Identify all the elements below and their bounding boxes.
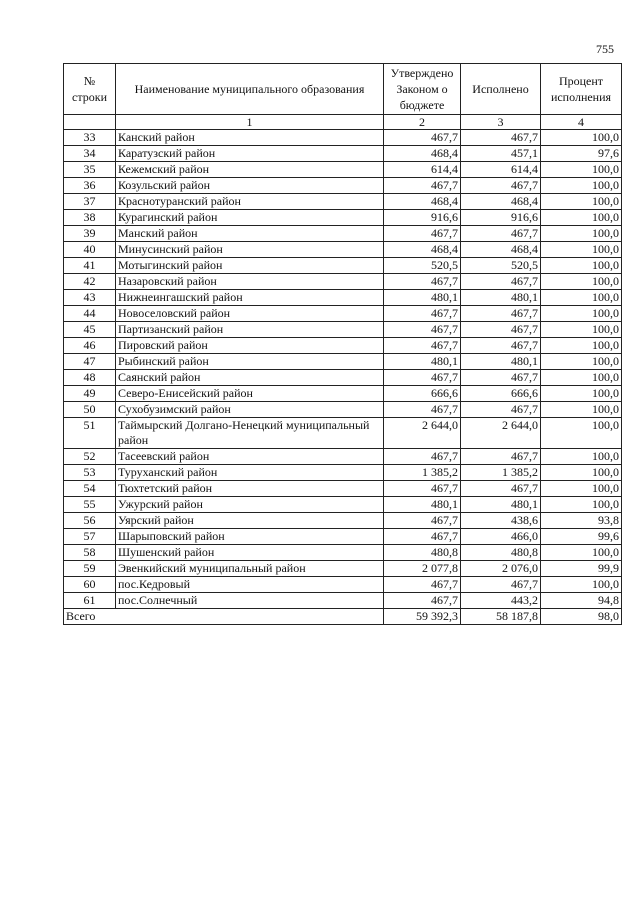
municipality-name: Уярский район (116, 513, 384, 529)
approved-amount: 467,7 (384, 449, 461, 465)
municipality-name: Шарыповский район (116, 529, 384, 545)
approved-amount: 467,7 (384, 577, 461, 593)
municipality-name: Тасеевский район (116, 449, 384, 465)
executed-amount: 468,4 (461, 194, 541, 210)
table-row (64, 146, 622, 162)
column-number-4: 4 (541, 115, 622, 130)
execution-percent: 100,0 (541, 178, 622, 194)
execution-percent: 100,0 (541, 354, 622, 370)
approved-amount: 2 644,0 (384, 418, 461, 449)
table-row (64, 258, 622, 274)
executed-amount: 467,7 (461, 306, 541, 322)
row-number: 39 (64, 226, 116, 242)
execution-percent: 100,0 (541, 162, 622, 178)
table-row (64, 497, 622, 513)
municipality-name: Минусинский район (116, 242, 384, 258)
execution-percent: 100,0 (541, 481, 622, 497)
column-number-3: 3 (461, 115, 541, 130)
approved-amount: 467,7 (384, 322, 461, 338)
execution-percent: 100,0 (541, 338, 622, 354)
row-number: 38 (64, 210, 116, 226)
approved-amount: 1 385,2 (384, 465, 461, 481)
execution-percent: 100,0 (541, 322, 622, 338)
row-number: 54 (64, 481, 116, 497)
approved-amount: 666,6 (384, 386, 461, 402)
execution-percent: 100,0 (541, 418, 622, 449)
row-number: 46 (64, 338, 116, 354)
executed-amount: 467,7 (461, 577, 541, 593)
municipality-name: Нижнеингашский район (116, 290, 384, 306)
execution-percent: 100,0 (541, 290, 622, 306)
approved-amount: 467,7 (384, 370, 461, 386)
executed-amount: 2 644,0 (461, 418, 541, 449)
execution-percent: 100,0 (541, 497, 622, 513)
execution-percent: 100,0 (541, 577, 622, 593)
row-number: 34 (64, 146, 116, 162)
row-number: 56 (64, 513, 116, 529)
executed-amount: 468,4 (461, 242, 541, 258)
row-number: 42 (64, 274, 116, 290)
execution-percent: 100,0 (541, 258, 622, 274)
executed-amount: 480,1 (461, 354, 541, 370)
table-row (64, 449, 622, 465)
row-number: 40 (64, 242, 116, 258)
page-number: 755 (596, 42, 614, 56)
row-number: 33 (64, 130, 116, 146)
table-row (64, 210, 622, 226)
municipality-name: Рыбинский район (116, 354, 384, 370)
row-number: 41 (64, 258, 116, 274)
executed-amount: 466,0 (461, 529, 541, 545)
municipality-name: Тюхтетский район (116, 481, 384, 497)
execution-percent: 100,0 (541, 449, 622, 465)
municipality-name: Эвенкийский муниципальный район (116, 561, 384, 577)
municipality-name: Саянский район (116, 370, 384, 386)
municipality-name: Северо-Енисейский район (116, 386, 384, 402)
header-row-number: № строки (64, 64, 116, 115)
execution-percent: 100,0 (541, 306, 622, 322)
execution-percent: 93,8 (541, 513, 622, 529)
execution-percent: 100,0 (541, 130, 622, 146)
municipality-name: Ужурский район (116, 497, 384, 513)
table-row (64, 242, 622, 258)
table-row (64, 386, 622, 402)
row-number: 61 (64, 593, 116, 609)
executed-amount: 467,7 (461, 370, 541, 386)
municipality-name: Курагинский район (116, 210, 384, 226)
approved-amount: 467,7 (384, 481, 461, 497)
executed-amount: 443,2 (461, 593, 541, 609)
executed-amount: 480,1 (461, 290, 541, 306)
total-approved: 59 392,3 (384, 609, 461, 625)
municipality-name: Шушенский район (116, 545, 384, 561)
approved-amount: 520,5 (384, 258, 461, 274)
executed-amount: 1 385,2 (461, 465, 541, 481)
row-number: 45 (64, 322, 116, 338)
execution-percent: 100,0 (541, 226, 622, 242)
approved-amount: 467,7 (384, 593, 461, 609)
execution-percent: 100,0 (541, 210, 622, 226)
table-row (64, 577, 622, 593)
table-row (64, 354, 622, 370)
row-number: 43 (64, 290, 116, 306)
table-row (64, 402, 622, 418)
executed-amount: 467,7 (461, 178, 541, 194)
table-row (64, 178, 622, 194)
execution-percent: 100,0 (541, 370, 622, 386)
table-row (64, 338, 622, 354)
execution-percent: 100,0 (541, 402, 622, 418)
executed-amount: 467,7 (461, 322, 541, 338)
approved-amount: 614,4 (384, 162, 461, 178)
approved-amount: 467,7 (384, 306, 461, 322)
row-number: 52 (64, 449, 116, 465)
execution-percent: 100,0 (541, 274, 622, 290)
municipality-name: Партизанский район (116, 322, 384, 338)
table-row (64, 370, 622, 386)
table-row (64, 162, 622, 178)
approved-amount: 916,6 (384, 210, 461, 226)
total-executed: 58 187,8 (461, 609, 541, 625)
executed-amount: 457,1 (461, 146, 541, 162)
table-row (64, 561, 622, 577)
municipality-name: Краснотуранский район (116, 194, 384, 210)
approved-amount: 480,1 (384, 290, 461, 306)
executed-amount: 438,6 (461, 513, 541, 529)
table-row (64, 481, 622, 497)
approved-amount: 467,7 (384, 130, 461, 146)
municipality-name: пос.Солнечный (116, 593, 384, 609)
execution-percent: 94,8 (541, 593, 622, 609)
row-number: 60 (64, 577, 116, 593)
approved-amount: 467,7 (384, 226, 461, 242)
executed-amount: 467,7 (461, 130, 541, 146)
table-row (64, 306, 622, 322)
approved-amount: 468,4 (384, 194, 461, 210)
approved-amount: 467,7 (384, 513, 461, 529)
table-row (64, 529, 622, 545)
row-number: 57 (64, 529, 116, 545)
municipality-name: Назаровский район (116, 274, 384, 290)
table-row (64, 322, 622, 338)
municipality-name: пос.Кедровый (116, 577, 384, 593)
municipality-name: Сухобузимский район (116, 402, 384, 418)
approved-amount: 467,7 (384, 338, 461, 354)
executed-amount: 916,6 (461, 210, 541, 226)
approved-amount: 467,7 (384, 529, 461, 545)
execution-percent: 100,0 (541, 465, 622, 481)
table-row (64, 465, 622, 481)
budget-execution-table (63, 63, 622, 625)
municipality-name: Манский район (116, 226, 384, 242)
table-row (64, 513, 622, 529)
table-row (64, 226, 622, 242)
municipality-name: Каратузский район (116, 146, 384, 162)
municipality-name: Таймырский Долгано-Ненецкий муниципальный район (116, 418, 384, 449)
column-number-empty (64, 115, 116, 130)
total-percent: 98,0 (541, 609, 622, 625)
approved-amount: 468,4 (384, 242, 461, 258)
approved-amount: 480,8 (384, 545, 461, 561)
executed-amount: 480,8 (461, 545, 541, 561)
column-number-2: 2 (384, 115, 461, 130)
table-row (64, 545, 622, 561)
execution-percent: 100,0 (541, 386, 622, 402)
approved-amount: 467,7 (384, 274, 461, 290)
municipality-name: Козульский район (116, 178, 384, 194)
row-number: 55 (64, 497, 116, 513)
table-row (64, 194, 622, 210)
header-municipality-name: Наименование муниципального образования (116, 64, 384, 115)
table-row (64, 418, 622, 449)
execution-percent: 100,0 (541, 242, 622, 258)
executed-amount: 467,7 (461, 226, 541, 242)
executed-amount: 467,7 (461, 481, 541, 497)
executed-amount: 480,1 (461, 497, 541, 513)
execution-percent: 99,6 (541, 529, 622, 545)
municipality-name: Пировский район (116, 338, 384, 354)
row-number: 47 (64, 354, 116, 370)
row-number: 58 (64, 545, 116, 561)
row-number: 49 (64, 386, 116, 402)
execution-percent: 100,0 (541, 194, 622, 210)
table-row (64, 274, 622, 290)
table-row (64, 290, 622, 306)
municipality-name: Новоселовский район (116, 306, 384, 322)
executed-amount: 467,7 (461, 338, 541, 354)
row-number: 53 (64, 465, 116, 481)
row-number: 36 (64, 178, 116, 194)
execution-percent: 100,0 (541, 545, 622, 561)
executed-amount: 467,7 (461, 402, 541, 418)
approved-amount: 2 077,8 (384, 561, 461, 577)
total-row (64, 609, 622, 625)
row-number: 50 (64, 402, 116, 418)
row-number: 44 (64, 306, 116, 322)
execution-percent: 99,9 (541, 561, 622, 577)
execution-percent: 97,6 (541, 146, 622, 162)
executed-amount: 2 076,0 (461, 561, 541, 577)
municipality-name: Канский район (116, 130, 384, 146)
municipality-name: Мотыгинский район (116, 258, 384, 274)
row-number: 59 (64, 561, 116, 577)
executed-amount: 467,7 (461, 274, 541, 290)
row-number: 37 (64, 194, 116, 210)
header-approved: Утверждено Законом о бюджете (384, 64, 461, 115)
row-number: 35 (64, 162, 116, 178)
table-row (64, 593, 622, 609)
municipality-name: Кежемский район (116, 162, 384, 178)
executed-amount: 520,5 (461, 258, 541, 274)
approved-amount: 467,7 (384, 402, 461, 418)
row-number: 48 (64, 370, 116, 386)
row-number: 51 (64, 418, 116, 449)
executed-amount: 467,7 (461, 449, 541, 465)
executed-amount: 666,6 (461, 386, 541, 402)
municipality-name: Туруханский район (116, 465, 384, 481)
table-row (64, 130, 622, 146)
approved-amount: 467,7 (384, 178, 461, 194)
header-percent: Процент исполнения (541, 64, 622, 115)
executed-amount: 614,4 (461, 162, 541, 178)
column-number-1: 1 (116, 115, 384, 130)
approved-amount: 468,4 (384, 146, 461, 162)
header-executed: Исполнено (461, 64, 541, 115)
total-label: Всего (64, 609, 384, 625)
approved-amount: 480,1 (384, 354, 461, 370)
approved-amount: 480,1 (384, 497, 461, 513)
